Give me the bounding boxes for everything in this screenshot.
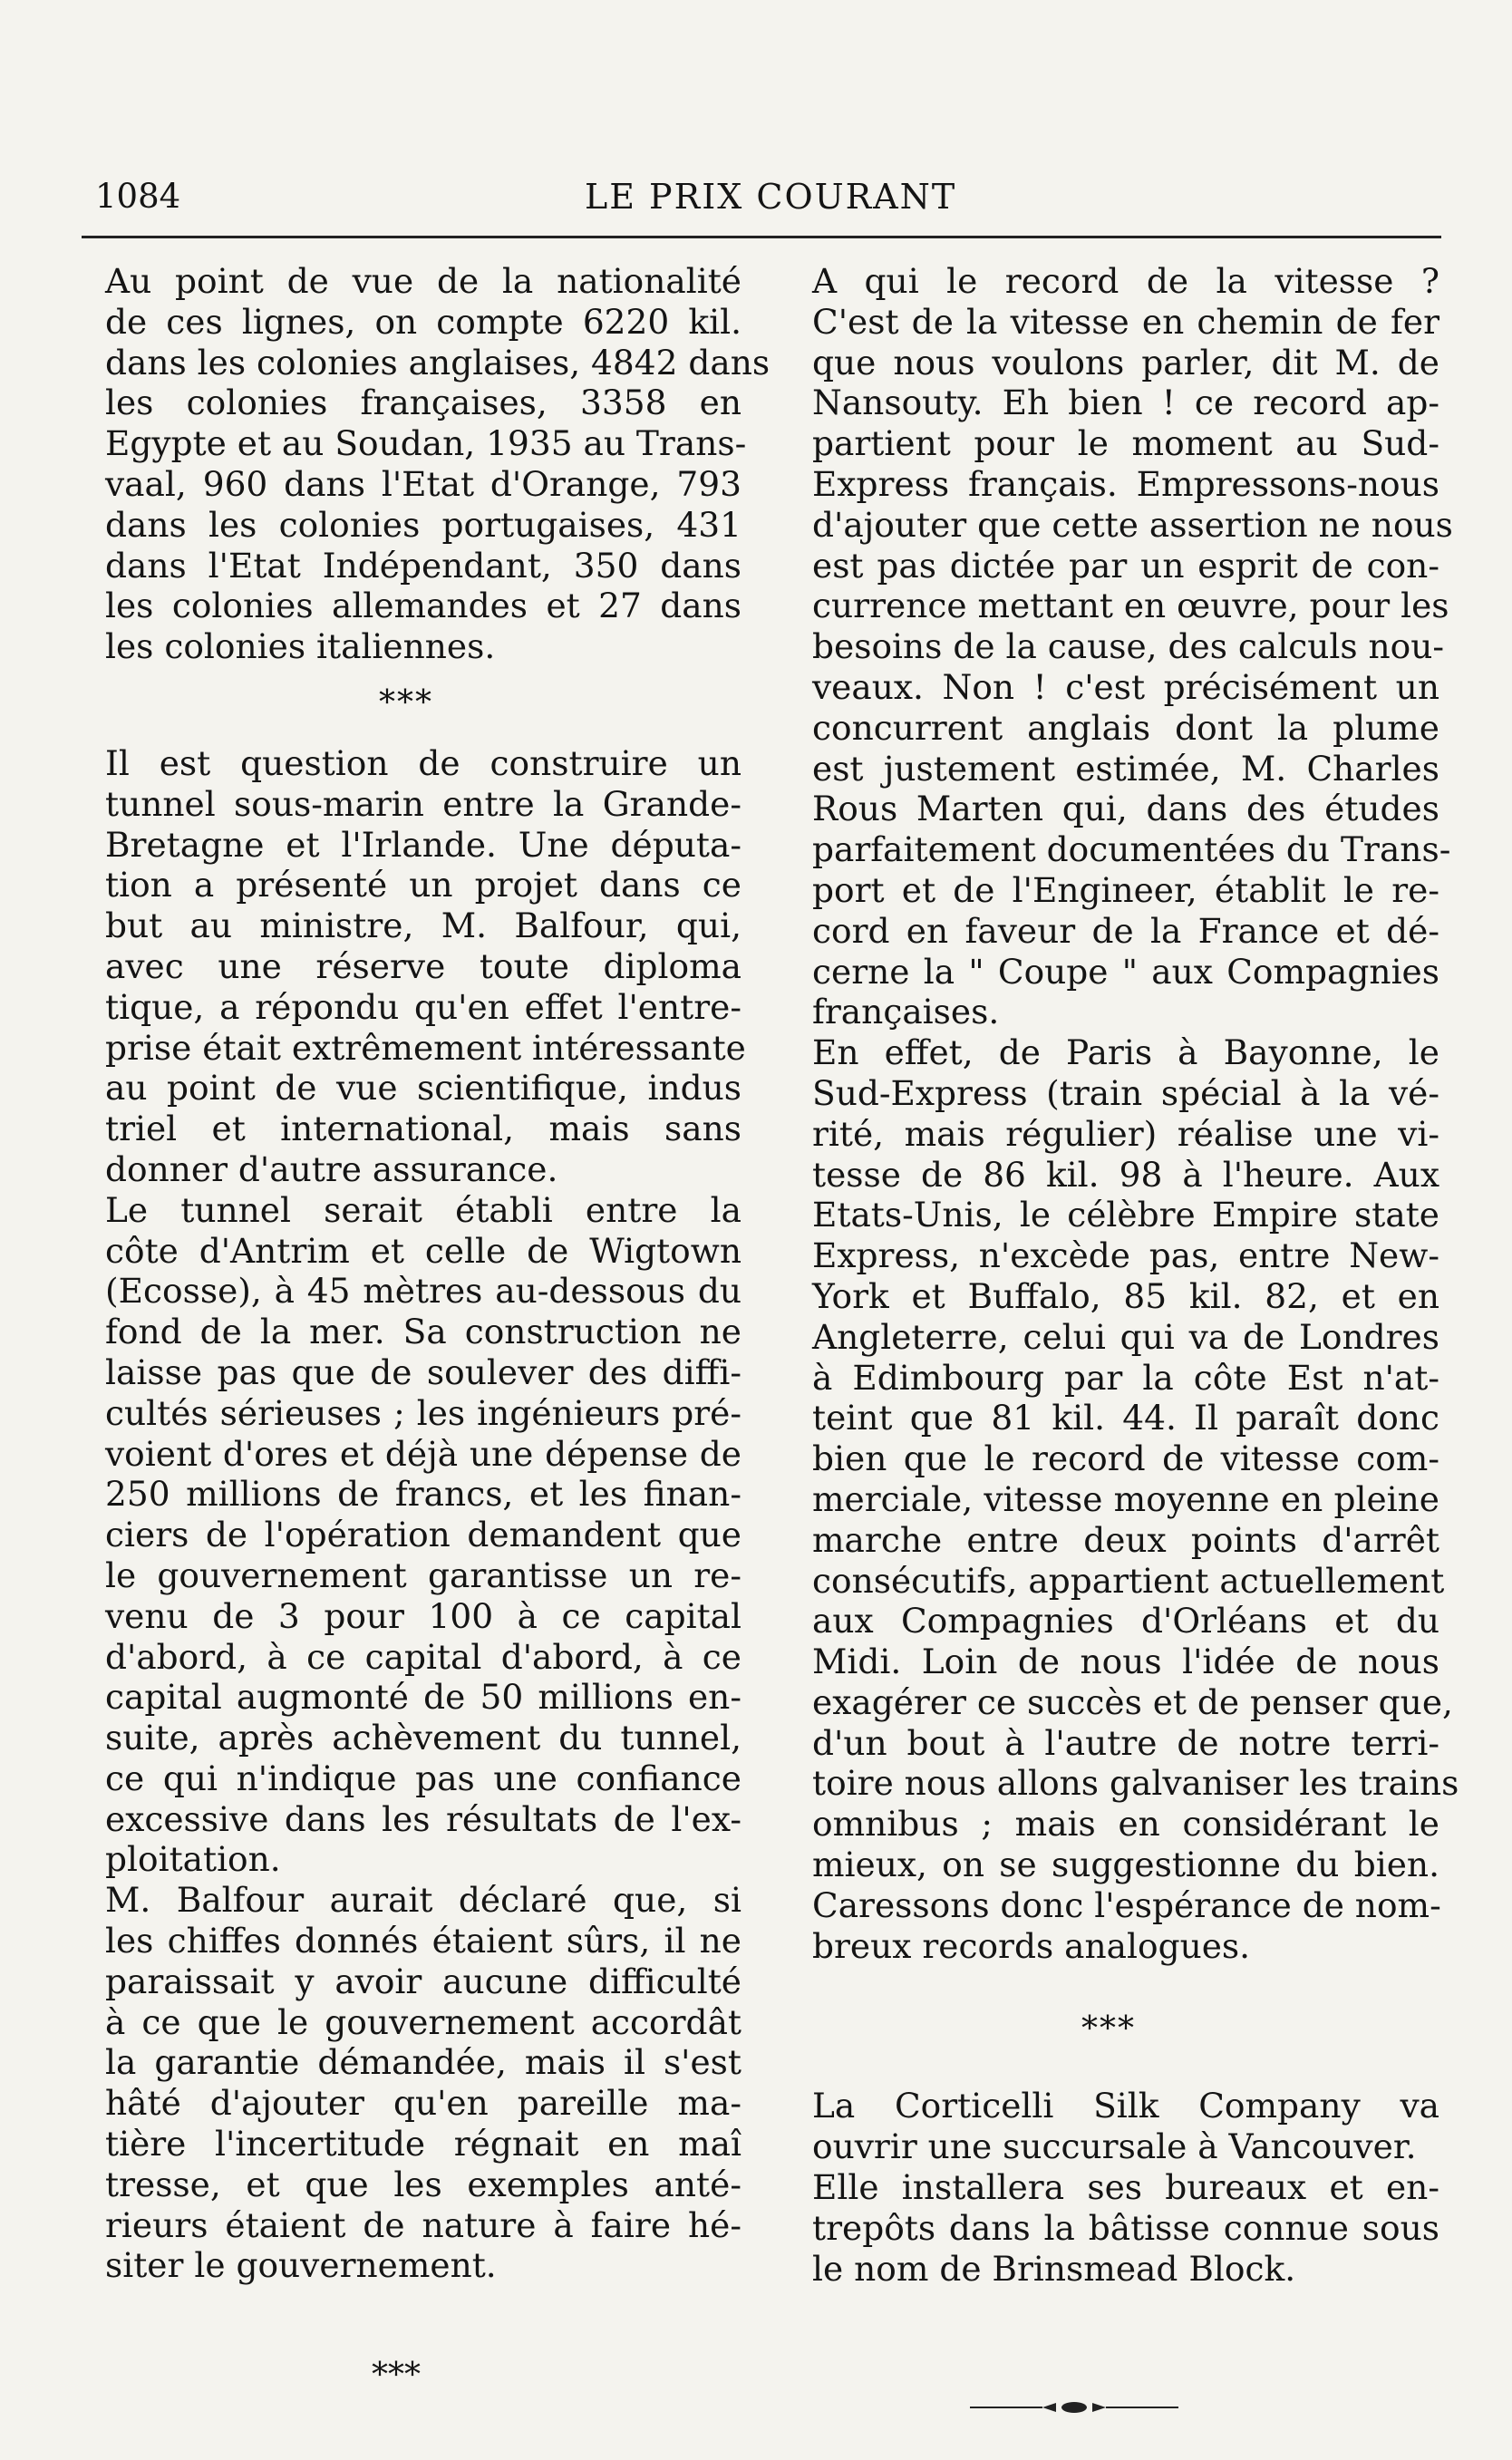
section-separator: ***: [1081, 2010, 1136, 2048]
text-line: avec une réserve toute diploma: [105, 945, 741, 986]
text-line: veaux. Non ! c'est précisément un: [812, 666, 1439, 707]
text-line: dans les colonies portugaises, 431: [105, 504, 741, 545]
text-line: vaal, 960 dans l'Etat d'Orange, 793: [105, 463, 741, 504]
text-line: ciers de l'opération demandent que: [105, 1515, 741, 1555]
text-line: merciale, vitesse moyenne en pleine: [812, 1478, 1439, 1519]
text-line: les colonies françaises, 3358 en: [105, 383, 741, 423]
text-line: au point de vue scientifique, indus: [105, 1068, 741, 1109]
text-line: rieurs étaient de nature à faire hé-: [105, 2204, 741, 2245]
text-line: ploitation.: [105, 1839, 281, 1880]
text-line: La Corticelli Silk Company va: [812, 2086, 1439, 2126]
left-column: [71, 261, 771, 2286]
text-line: but au ministre, M. Balfour, qui,: [105, 906, 741, 946]
paragraph-brinsmead: [778, 2167, 1439, 2289]
text-line: la garantie démandée, mais il s'est: [105, 2042, 741, 2083]
text-line: A qui le record de la vitesse ?: [812, 261, 1439, 301]
text-line: En effet, de Paris à Bayonne, le: [812, 1032, 1439, 1073]
text-line: côte d'Antrim et celle de Wigtown: [105, 1230, 741, 1271]
text-line: tion a présenté un projet dans ce: [105, 865, 741, 906]
text-line: Le tunnel serait établi entre la: [105, 1189, 741, 1230]
text-line: exagérer ce succès et de penser que,: [812, 1681, 1453, 1722]
text-line: prise était extrêmement intéressante: [105, 1027, 746, 1068]
text-line: cord en faveur de la France et dé-: [812, 910, 1439, 951]
text-line: partient pour le moment au Sud-: [812, 423, 1439, 464]
running-title: LE PRIX COURANT: [585, 177, 957, 217]
text-line: C'est de la vitesse en chemin de fer: [812, 301, 1439, 342]
section-separator: ***: [379, 683, 433, 722]
text-line: concurrent anglais dont la plume: [812, 707, 1439, 748]
paragraph-tunnel: [71, 742, 746, 1190]
paragraph-nationalite: [71, 261, 771, 667]
text-line: toire nous allons galvaniser les trains: [812, 1763, 1459, 1804]
text-line: tresse, et que les exemples anté-: [105, 2164, 741, 2204]
text-line: teint que 81 kil. 44. Il paraît donc: [812, 1398, 1439, 1438]
text-line: York et Buffalo, 85 kil. 82, et en: [812, 1275, 1439, 1316]
text-line: ce qui n'indique pas une confiance: [105, 1758, 741, 1798]
text-line: consécutifs, appartient actuellement: [812, 1560, 1445, 1601]
text-line: dans l'Etat Indépendant, 350 dans: [105, 545, 741, 586]
text-line: breux records analogues.: [812, 1925, 1251, 1966]
text-line: bien que le record de vitesse com-: [812, 1438, 1439, 1479]
paragraph-balfour: [71, 1880, 741, 2286]
right-column: [778, 261, 1459, 2289]
text-line: le gouvernement garantisse un re-: [105, 1554, 741, 1595]
text-line: capital augmonté de 50 millions en-: [105, 1677, 741, 1718]
text-line: françaises.: [812, 992, 1000, 1032]
text-line: Bretagne et l'Irlande. Une députa-: [105, 824, 741, 865]
text-line: tunnel sous-marin entre la Grande-: [105, 783, 741, 824]
text-line: laisse pas que de soulever des diffi-: [105, 1351, 741, 1392]
text-line: port et de l'Engineer, établit le re-: [812, 869, 1439, 910]
text-line: Caressons donc l'espérance de nom-: [812, 1884, 1441, 1925]
text-line: Nansouty. Eh bien ! ce record ap-: [812, 383, 1439, 423]
text-line: le nom de Brinsmead Block.: [812, 2248, 1296, 2289]
text-line: Au point de vue de la nationalité: [105, 261, 741, 301]
text-line: donner d'autre assurance.: [105, 1148, 558, 1189]
text-line: omnibus ; mais en considérant le: [812, 1804, 1439, 1845]
page-header: [95, 177, 1437, 222]
text-line: est justement estimée, M. Charles: [812, 748, 1439, 789]
paragraph-tunnel-details: [71, 1190, 741, 1881]
text-line: Rous Marten qui, dans des études: [812, 789, 1439, 829]
text-line: trepôts dans la bâtisse connue sous: [812, 2207, 1439, 2248]
text-line: Etats-Unis, le célèbre Empire state: [812, 1195, 1439, 1235]
text-line: que nous voulons parler, dit M. de: [812, 342, 1439, 383]
text-line: aux Compagnies d'Orléans et du: [812, 1601, 1439, 1642]
ornament-graphic: [970, 2400, 1178, 2415]
paragraph-corticelli: [778, 2086, 1439, 2167]
paragraph-record-vitesse: [778, 261, 1453, 1032]
header-rule: [82, 236, 1441, 238]
text-line: fond de la mer. Sa construction ne: [105, 1312, 741, 1352]
text-line: siter le gouvernement.: [105, 2245, 497, 2286]
text-line: cultés sérieuses ; les ingénieurs pré-: [105, 1392, 741, 1433]
ornament-rule: [970, 2400, 1178, 2415]
text-line: mieux, on se suggestionne du bien.: [812, 1845, 1439, 1885]
text-line: 250 millions de francs, et les finan-: [105, 1474, 741, 1515]
text-line: marche entre deux points d'arrêt: [812, 1519, 1439, 1560]
text-line: M. Balfour aurait déclaré que, si: [105, 1880, 741, 1921]
text-line: ouvrir une succursale à Vancouver.: [812, 2126, 1417, 2167]
text-line: dans les colonies anglaises, 4842 dans: [105, 342, 771, 383]
text-line: tière l'incertitude régnait en maî: [105, 2124, 741, 2165]
page-number: 1084: [95, 177, 181, 216]
text-line: Il est question de construire un: [105, 742, 741, 783]
text-line: d'ajouter que cette assertion ne nous: [812, 504, 1453, 545]
text-line: d'un bout à l'autre de notre terri-: [812, 1722, 1439, 1763]
text-line: est pas dictée par un esprit de con-: [812, 545, 1439, 586]
text-line: suite, après achèvement du tunnel,: [105, 1718, 741, 1758]
text-line: cerne la " Coupe " aux Compagnies: [812, 951, 1439, 992]
text-line: à Edimbourg par la côte Est n'at-: [812, 1357, 1439, 1398]
text-line: les colonies italiennes.: [105, 626, 496, 667]
text-line: currence mettant en œuvre, pour les: [812, 586, 1449, 626]
text-line: à ce que le gouvernement accordât: [105, 2001, 741, 2042]
text-line: tesse de 86 kil. 98 à l'heure. Aux: [812, 1154, 1439, 1195]
text-line: hâté d'ajouter qu'en pareille ma-: [105, 2083, 741, 2124]
text-line: voient d'ores et déjà une dépense de: [105, 1433, 741, 1474]
text-line: excessive dans les résultats de l'ex-: [105, 1798, 741, 1839]
section-separator-bottom: ***: [372, 2357, 421, 2394]
text-line: (Ecosse), à 45 mètres au-dessous du: [105, 1271, 741, 1312]
text-line: Sud-Express (train spécial à la vé-: [812, 1072, 1439, 1113]
text-line: rité, mais régulier) réalise une vi-: [812, 1113, 1439, 1154]
text-line: de ces lignes, on compte 6220 kil.: [105, 301, 741, 342]
paragraph-sud-express: [778, 1032, 1459, 1966]
text-line: Express français. Empressons-nous: [812, 463, 1439, 504]
text-line: d'abord, à ce capital d'abord, à ce: [105, 1636, 741, 1677]
text-line: Express, n'excède pas, entre New-: [812, 1235, 1439, 1276]
text-line: Angleterre, celui qui va de Londres: [812, 1316, 1439, 1357]
text-line: triel et international, mais sans: [105, 1109, 741, 1149]
text-line: venu de 3 pour 100 à ce capital: [105, 1595, 741, 1636]
text-line: parfaitement documentées du Trans-: [812, 829, 1451, 870]
text-line: tique, a répondu qu'en effet l'entre-: [105, 986, 741, 1027]
text-line: paraissait y avoir aucune difficulté: [105, 1961, 741, 2001]
text-line: les colonies allemandes et 27 dans: [105, 586, 741, 626]
text-line: Elle installera ses bureaux et en-: [812, 2167, 1439, 2208]
text-line: Midi. Loin de nous l'idée de nous: [812, 1642, 1439, 1682]
text-line: les chiffes donnés étaient sûrs, il ne: [105, 1921, 741, 1961]
text-line: Egypte et au Soudan, 1935 au Trans-: [105, 423, 747, 464]
text-line: besoins de la cause, des calculs nou-: [812, 626, 1445, 667]
